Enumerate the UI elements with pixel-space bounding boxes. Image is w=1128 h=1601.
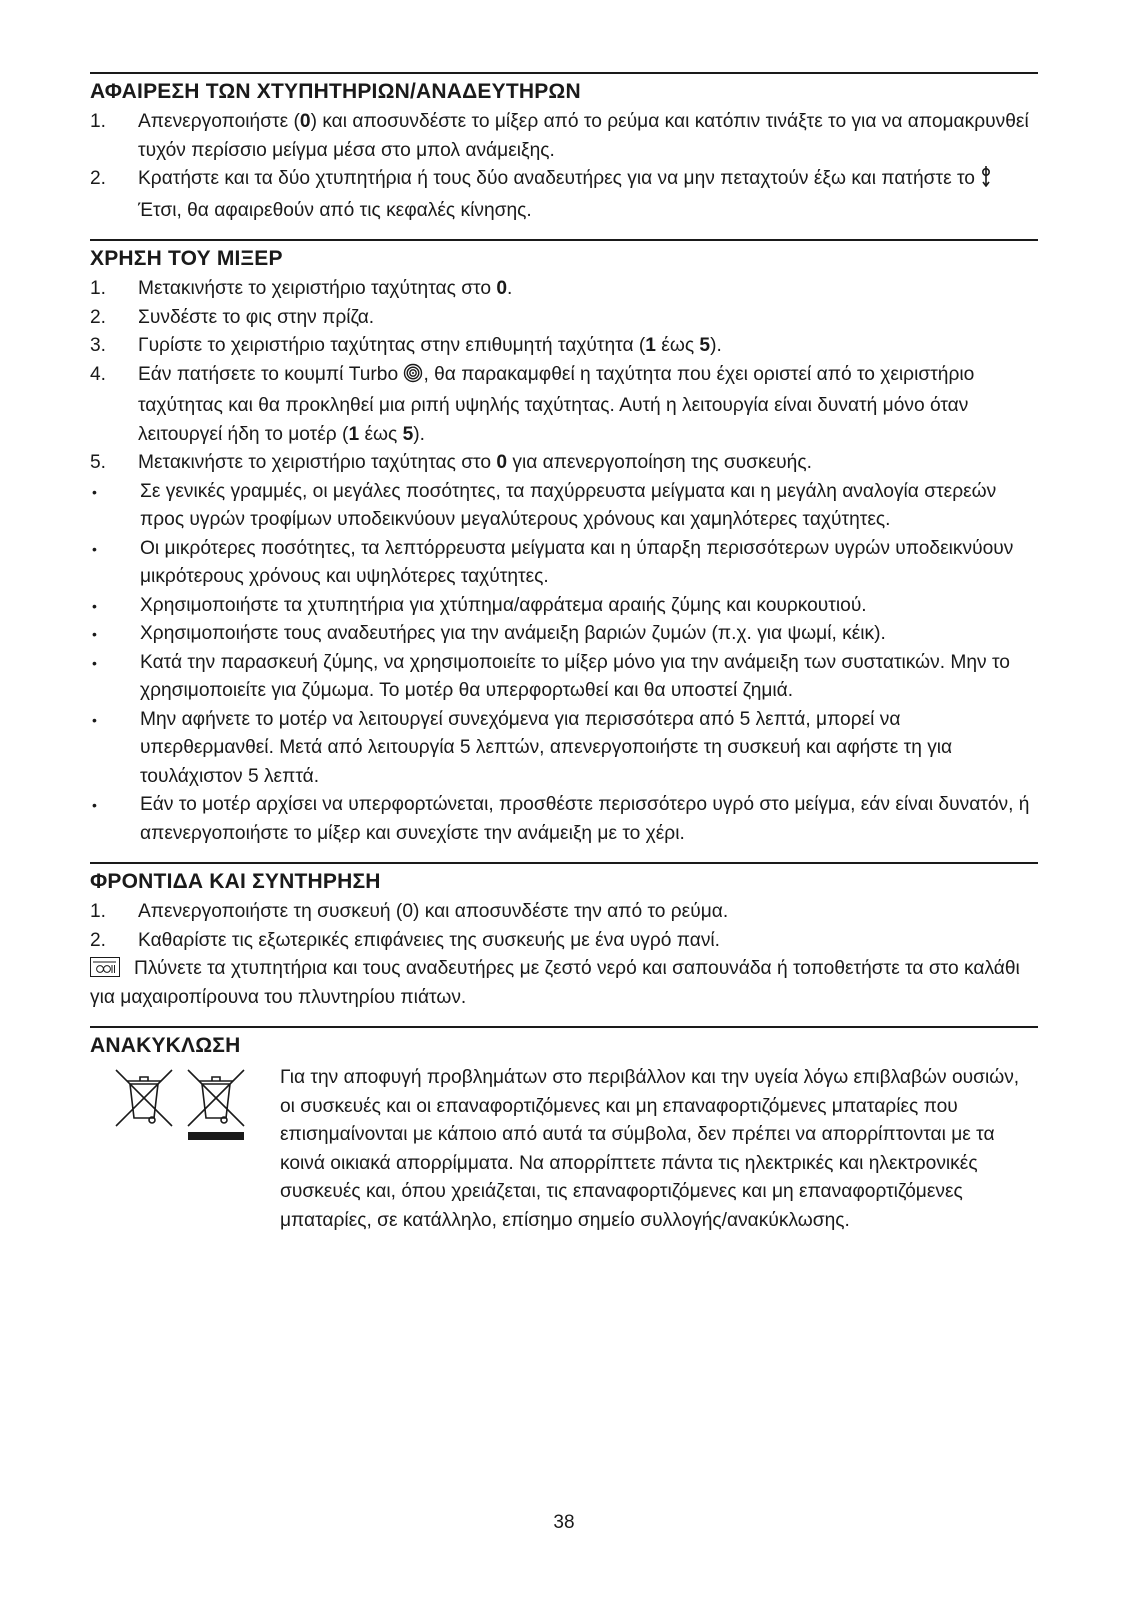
item-text: Απενεργοποιήστε τη συσκευή (0) και αποσυνδέστε την από το ρεύμα. (138, 901, 729, 922)
list-item (90, 304, 1038, 333)
list-item (90, 898, 1038, 927)
item-text (138, 361, 1038, 450)
item-text: Κατά την παρασκευή ζύμης, να χρησιμοποιείτε το μίξερ μόνο για την ανάμειξη των συστατικών. Μην το χρησιμοποιείτε για ζύμωμα. Το μοτέρ θα υπερφορτωθεί και θα υποστεί ζημιά. (140, 651, 1010, 701)
dishwasher-text: Πλύνετε τα χτυπητήρια και τους αναδευτήρες με ζεστό νερό και σαπουνάδα ή τοποθετήστε τα στο καλάθι για μαχαιροπίρουνα του πλυντηρίου πιάτων. (90, 958, 1020, 1008)
crossed-bin-icon (114, 1068, 246, 1142)
list-item (90, 275, 1038, 304)
list-item (90, 165, 1038, 225)
section-title: ΧΡΗΣΗ ΤΟΥ ΜΙΞΕΡ (90, 247, 283, 270)
text-part: Εάν πατήσετε το κουμπί Turbo (138, 363, 404, 385)
text-part: ) και αποσυνδέστε το μίξερ από το ρεύμα και κατόπιν τινάξτε το για να απομακρυνθεί τυχόν περίσσιο μείγμα μέσα στο μπολ ανάμειξης. (138, 111, 1029, 161)
bold-value: 0 (496, 452, 508, 473)
item-text: Εάν το μοτέρ αρχίσει να υπερφορτώνεται, προσθέστε περισσότερο υγρό στο μείγμα, εάν είναι δυνατόν, ή απενεργοποιήστε το μίξερ και συνεχίστε την ανάμειξη με το χέρι. (140, 794, 1030, 844)
bullet-icon: • (92, 797, 97, 813)
weee-symbols (90, 1064, 280, 1235)
text-part: έως (359, 423, 403, 445)
numbered-list (90, 275, 1038, 478)
list-item (90, 361, 1038, 450)
bold-value: 1 (645, 335, 656, 356)
document-page (90, 72, 1038, 1249)
bullet-item (90, 706, 1038, 792)
recycling-text: Για την αποφυγή προβλημάτων στο περιβάλλον και την υγεία λόγω επιβλαβών ουσιών, οι συσκευές και οι επαναφορτιζόμενες και μη επαναφορτιζόμενες μπαταρίες που επισημαίνονται με κάποιο από αυτά τα σύμβολα, δεν πρέπει να απορρίπτονται με τα κοινά οικιακά απορρίμματα. Να απορρίπτετε πάντα τις ηλεκτρικές και ηλεκτρονικές συσκευές και, όπου χρειάζεται, τις επαναφορτιζόμενες και μη επαναφορτιζόμενες μπαταρίες, σε κατάλληλο, επίσημο σημείο συλλογής/ανακύκλωσης. (280, 1067, 1020, 1231)
bold-value: 5 (699, 335, 711, 356)
section-recycling (90, 1026, 1038, 1235)
section-usage (90, 239, 1038, 848)
turbo-icon (403, 363, 423, 393)
item-text: Σε γενικές γραμμές, οι μεγάλες ποσότητες, τα παχύρρευστα μείγματα και η μεγάλη αναλογία στερεών προς υγρών τροφίμων υποδεικνύουν μεγαλύτερους χρόνους και χαμηλότερες ταχύτητες. (140, 480, 997, 530)
list-item (90, 927, 1038, 956)
item-text: Μην αφήνετε το μοτέρ να λειτουργεί συνεχόμενα για περισσότερα από 5 λεπτά, μπορεί να υπερθερμανθεί. Μετά από λειτουργία 5 λεπτών, απενεργοποιήστε τη συσκευή και αφήστε τη για τουλάχιστον 5 λεπτά. (140, 708, 953, 787)
section-removal (90, 72, 1038, 225)
list-item (90, 449, 1038, 478)
item-number: 3. (90, 335, 107, 356)
item-text (138, 449, 1038, 478)
text-part: για απενεργοποίηση της συσκευής. (507, 452, 812, 473)
bullet-item (90, 791, 1038, 848)
item-number: 5. (90, 452, 107, 473)
bullet-item (90, 649, 1038, 706)
bullet-icon: • (92, 540, 97, 557)
bold-value: 0 (496, 278, 508, 299)
bullet-icon: • (92, 597, 97, 614)
item-number: 4. (90, 363, 107, 385)
text-part: , θα παρακαμφθεί η ταχύτητα που έχει οριστεί από το χειριστήριο ταχύτητας και θα προκληθεί μια ριπή υψηλής ταχύτητας. Αυτή η λειτουργία είναι δυνατή μόνο όταν λειτουργεί ήδη το μοτέρ ( (138, 363, 975, 445)
item-text: Χρησιμοποιήστε τους αναδευτήρες για την ανάμειξη βαριών ζυμών (π.χ. για ψωμί, κέικ). (140, 623, 886, 644)
item-text (138, 108, 1038, 165)
numbered-list (90, 108, 1038, 225)
text-part: ). (710, 335, 722, 356)
text-part: . (507, 278, 513, 299)
item-text (138, 332, 1038, 361)
bullet-item (90, 478, 1038, 535)
text-part: Μετακινήστε το χειριστήριο ταχύτητας στο (138, 452, 497, 473)
bullet-icon: • (92, 626, 97, 642)
text-part: ). (413, 423, 425, 445)
text-part: έως (655, 335, 700, 356)
bullet-item (90, 592, 1038, 621)
bold-value: 1 (348, 423, 360, 445)
dishwasher-note (90, 955, 1038, 1012)
numbered-list (90, 898, 1038, 955)
item-text: Καθαρίστε τις εξωτερικές επιφάνειες της συσκευής με ένα υγρό πανί. (138, 929, 721, 951)
bullet-icon: • (92, 483, 97, 500)
section-title: ΑΝΑΚΥΚΛΩΣΗ (90, 1034, 241, 1057)
eject-icon (980, 165, 992, 197)
item-text (138, 275, 1038, 304)
bold-value: 0 (299, 111, 311, 132)
text-part: Έτσι, θα αφαιρεθούν από τις κεφαλές κίνησης. (138, 199, 532, 221)
text-part: Γυρίστε το χειριστήριο ταχύτητας στην επιθυμητή ταχύτητα ( (138, 335, 646, 356)
bullet-icon: • (92, 654, 97, 671)
item-number: 1. (90, 111, 107, 132)
item-number: 1. (90, 278, 107, 299)
bullet-list (90, 478, 1038, 849)
page-number: 38 (553, 1512, 575, 1533)
item-number: 1. (90, 901, 107, 922)
section-care (90, 862, 1038, 1012)
section-title: ΦΡΟΝΤΙΔΑ ΚΑΙ ΣΥΝΤΗΡΗΣΗ (90, 870, 381, 893)
dishwasher-icon (90, 957, 120, 977)
text-part: Απενεργοποιήστε ( (138, 111, 300, 132)
bullet-icon: • (92, 711, 97, 728)
item-text: Συνδέστε το φις στην πρίζα. (138, 306, 375, 328)
text-part: Μετακινήστε το χειριστήριο ταχύτητας στο (138, 278, 497, 299)
item-number: 2. (90, 929, 107, 951)
bullet-item (90, 620, 1038, 649)
item-number: 2. (90, 306, 107, 328)
item-text: Οι μικρότερες ποσότητες, τα λεπτόρρευστα μείγματα και η ύπαρξη περισσότερων υγρών υποδεικνύουν μικρότερους χρόνους και υψηλότερες ταχύτητες. (140, 537, 1014, 587)
text-part: Κρατήστε και τα δύο χτυπητήρια ή τους δύο αναδευτήρες για να μην πεταχτούν έξω και πατήστε το (138, 168, 981, 189)
section-title: ΑΦΑΙΡΕΣΗ ΤΩΝ ΧΤΥΠΗΤΗΡΙΩΝ/ΑΝΑΔΕΥΤΗΡΩΝ (90, 80, 581, 103)
item-text (138, 165, 1038, 225)
list-item (90, 108, 1038, 165)
item-number: 2. (90, 168, 107, 189)
bold-value: 5 (402, 423, 414, 445)
recycling-block (90, 1064, 1038, 1235)
item-text: Χρησιμοποιήστε τα χτυπητήρια για χτύπημα/αφράτεμα αραιής ζύμης και κουρκουτιού. (140, 594, 867, 616)
bullet-item (90, 535, 1038, 592)
list-item (90, 332, 1038, 361)
